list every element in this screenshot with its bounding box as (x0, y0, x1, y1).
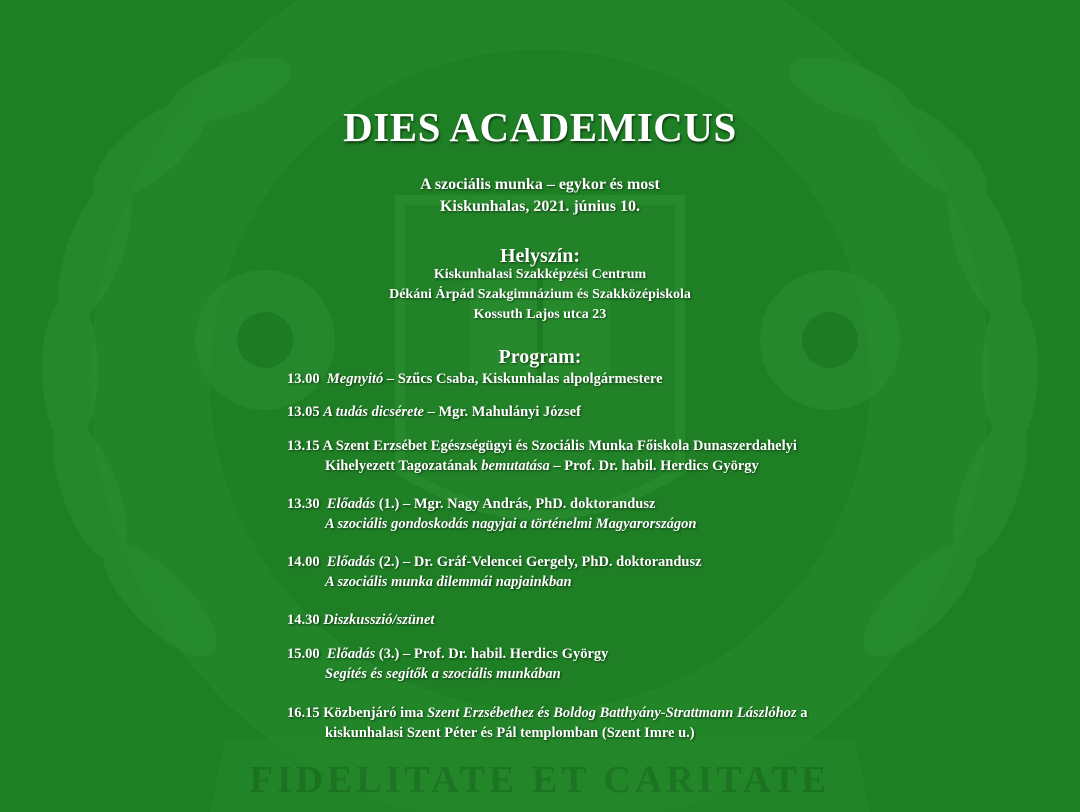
program-title: Megnyitó (326, 371, 384, 387)
venue-heading: Helyszín: (500, 245, 580, 267)
program-item (287, 436, 927, 476)
venue-line: Kiskunhalasi Szakképzési Centrum (433, 267, 647, 282)
lecture-title: Segítés és segítők a szociális munkában (325, 666, 561, 682)
program-item (287, 703, 927, 743)
program-time: 14.30 (287, 612, 320, 628)
event-subtitle: A szociális munka – egykor és most (420, 176, 660, 193)
program-title: bemutatása (481, 458, 550, 474)
program-item (287, 644, 927, 684)
program-title: Előadás (326, 496, 376, 512)
program-detail: a (796, 705, 808, 721)
program-detail: (2.) – Dr. Gráf-Velencei Gergely, PhD. doktorandusz (375, 554, 702, 570)
program-time: 15.00 (287, 646, 320, 662)
program-detail: – Prof. Dr. habil. Herdics György (549, 458, 759, 474)
program-time: 13.00 (287, 371, 320, 387)
program-item (287, 552, 927, 592)
program-title: Előadás (326, 554, 376, 570)
lecture-title: A szociális gondoskodás nagyjai a történelmi Magyarországon (325, 516, 697, 532)
program-detail: A Szent Erzsébet Egészségügyi és Szociális Munka Főiskola Dunaszerdahelyi (322, 438, 797, 454)
program-item (287, 369, 927, 389)
venue-line: Dékáni Árpád Szakgimnázium és Szakközépiskola (389, 287, 691, 302)
program-detail: Közbenjáró ima (323, 705, 428, 721)
venue-line: Kossuth Lajos utca 23 (473, 307, 607, 322)
emblem-motto: FIDELITATE ET CARITATE (249, 759, 831, 801)
program-time: 16.15 (287, 705, 320, 721)
program-title: Diszkusszió/szünet (323, 612, 435, 628)
event-date: Kiskunhalas, 2021. június 10. (439, 198, 641, 215)
program-time: 14.00 (287, 554, 320, 570)
program-item (287, 494, 927, 534)
program-item (287, 402, 927, 422)
program-detail: (1.) – Mgr. Nagy András, PhD. doktorandusz (375, 496, 656, 512)
program-detail: (3.) – Prof. Dr. habil. Herdics György (375, 646, 609, 662)
program-time: 13.30 (287, 496, 320, 512)
program-item (287, 610, 927, 630)
program-detail: kiskunhalasi Szent Péter és Pál templomban (Szent Imre u.) (325, 725, 695, 741)
program-time: 13.15 (287, 438, 320, 454)
program-detail: – Mgr. Mahulányi József (423, 404, 581, 420)
page-title: DIES ACADEMICUS (343, 104, 737, 150)
program-detail: Kihelyezett Tagozatának (325, 458, 482, 474)
program-title: Előadás (326, 646, 376, 662)
program-title: A tudás dicsérete (323, 404, 424, 420)
program-heading: Program: (498, 346, 582, 368)
program-time: 13.05 (287, 404, 320, 420)
program-title: Szent Erzsébethez és Boldog Batthyány-Strattmann Lászlóhoz (427, 705, 797, 721)
lecture-title: A szociális munka dilemmái napjainkban (325, 574, 572, 590)
program-detail: – Szűcs Csaba, Kiskunhalas alpolgármestere (383, 371, 663, 387)
